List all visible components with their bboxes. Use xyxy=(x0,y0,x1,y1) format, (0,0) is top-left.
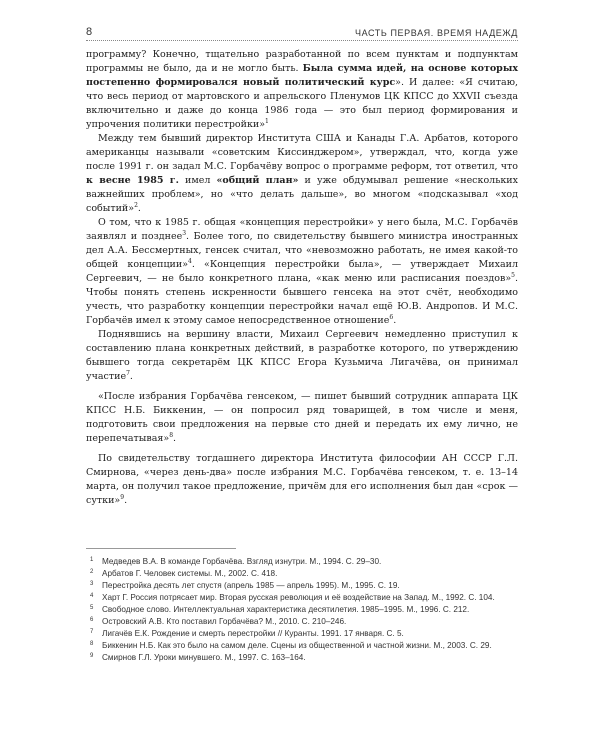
footnote-ref: 7 xyxy=(126,369,130,377)
footnote xyxy=(86,604,518,616)
paragraph xyxy=(86,328,518,384)
footnote-number: 8 xyxy=(90,641,94,647)
footnote-ref: 3 xyxy=(182,229,187,237)
footnote xyxy=(86,568,518,580)
footnote-text: Арбатов Г. Человек системы. М., 2002. С. 418. xyxy=(102,569,278,578)
paragraph xyxy=(86,216,518,328)
footnote-number: 4 xyxy=(90,593,94,599)
footnote-number: 5 xyxy=(90,605,94,611)
footnote-number: 3 xyxy=(90,581,94,587)
paragraph xyxy=(86,132,518,216)
running-head: ЧАСТЬ ПЕРВАЯ. ВРЕМЯ НАДЕЖД xyxy=(354,28,518,38)
footnote-ref: 5 xyxy=(511,271,515,279)
footnote-text: Харт Г. Россия потрясает мир. Вторая русская революция и её воздействие на Запад. М., 1992. С. 104. xyxy=(102,593,495,602)
page-header xyxy=(86,18,518,38)
paragraph xyxy=(86,48,518,132)
footnote-number: 1 xyxy=(90,557,94,563)
text-run: . xyxy=(173,433,177,444)
text-run: . «Концепция перестройки была», — утверждает Михаил Сергеевич, — не было конкретного плана, «как меню или расписания поездов» xyxy=(86,259,518,284)
footnote-divider xyxy=(86,548,236,549)
footnote-ref: 9 xyxy=(120,493,125,501)
footnote xyxy=(86,592,518,604)
footnote-text: Свободное слово. Интеллектуальная характеристика десятилетия. 1985–1995. М., 1996. С. 212. xyxy=(102,605,470,614)
text-run: Поднявшись на вершину власти, Михаил Сергеевич немедленно приступил к составлению плана конкретных действий, в разработке которого, по утверждению бывшего тогда секретарём ЦК КПСС Егора Кузьмича Лигачёва, он принимал участие xyxy=(86,329,518,382)
text-run: . Чтобы понять степень искренности бывшего генсека на этот счёт, необходимо учесть, что разработку концепции перестройки начал ещё Ю.В. Андропов. И М.С. Горбачёв имел к этому самое непосредственное отношение xyxy=(86,273,518,326)
text-run: . xyxy=(129,371,133,382)
footnote-text: Перестройка десять лет спустя (апрель 1985 — апрель 1995). М., 1995. С. 19. xyxy=(102,581,400,590)
footnote-ref: 1 xyxy=(265,117,269,125)
emphasis-text: к весне 1985 г. xyxy=(86,175,179,186)
text-run: «После избрания Горбачёва генсеком, — пишет бывший сотрудник аппарата ЦК КПСС Н.Б. Биккенин, — он попросил ряд товарищей, в том числе и меня, подготовить свои предложения на первые сто дней и передать их ему лично, не перепечатывая» xyxy=(86,391,518,444)
footnote xyxy=(86,580,518,592)
footnote-number: 7 xyxy=(90,629,94,635)
text-run: программу? Конечно, тщательно разработанной по всем пунктам и подпунктам программы не было, да и не могло быть. xyxy=(86,49,518,74)
emphasis-text: «общий план» xyxy=(216,175,299,186)
text-run: ». И далее: «Я считаю, что весь период от мартовского и апрельского Пленумов ЦК КПСС до XXVII съезда включительно и даже до конца 1986 года — это был период формирования и упрочения политики перестройки» xyxy=(86,77,518,130)
footnotes xyxy=(86,556,518,664)
footnote xyxy=(86,556,518,568)
footnote-number: 2 xyxy=(90,569,94,575)
text-run: . xyxy=(137,203,141,214)
text-run: . Более того, по свидетельству бывшего министра иностранных дел А.А. Бессмертных, генсек считал, что «невозможно работать, не имея какой-то общей концепции» xyxy=(86,231,518,270)
footnote-text: Медведев В.А. В команде Горбачёва. Взгляд изнутри. М., 1994. С. 29–30. xyxy=(102,557,382,566)
emphasis-text: Была сумма идей, на основе которых постепенно формировался новый политический курс xyxy=(86,63,519,88)
text-run: . xyxy=(393,315,397,326)
text-run: имел xyxy=(178,175,217,186)
text-run: . xyxy=(124,495,128,506)
footnote-ref: 8 xyxy=(169,431,174,439)
footnote-text: Смирнов Г.Л. Уроки минувшего. М., 1997. С. 163–164. xyxy=(102,653,306,662)
footnote-ref: 4 xyxy=(188,257,192,265)
text-run: Между тем бывший директор Института США и Канады Г.А. Арбатов, которого американцы называли «советским Киссинджером», утверждал, что, когда уже после 1991 г. он задал М.С. Горбачёву вопрос о программе реформ, тот ответил, что xyxy=(86,133,518,172)
footnote xyxy=(86,616,518,628)
text-run: и уже обдумывал решение «нескольких важнейших проблем», но «что делать дальше», во многом «подсказывал «ход событий» xyxy=(86,175,518,214)
footnote xyxy=(86,628,518,640)
header-divider xyxy=(86,40,518,41)
footnote-text: Лигачёв Е.К. Рождение и смерть перестройки // Куранты. 1991. 17 января. С. 5. xyxy=(102,629,404,638)
footnote-text: Биккенин Н.Б. Как это было на самом деле. Сцены из общественной и частной жизни. М., 2003. С. 29. xyxy=(102,641,492,650)
paragraph xyxy=(86,452,518,508)
footnote-number: 9 xyxy=(90,653,94,659)
footnote xyxy=(86,640,518,652)
text-run: О том, что к 1985 г. общая «концепция перестройки» у него была, М.С. Горбачёв заявлял и позднее xyxy=(86,217,518,242)
footnote-number: 6 xyxy=(90,617,94,623)
footnote-text: Островский А.В. Кто поставил Горбачёва? М., 2010. С. 210–246. xyxy=(102,617,347,626)
footnote xyxy=(86,652,518,664)
paragraph xyxy=(86,390,518,446)
footnote-ref: 6 xyxy=(389,313,394,321)
footnote-ref: 2 xyxy=(134,201,138,209)
page-number: 8 xyxy=(86,26,93,38)
body-text xyxy=(86,48,518,508)
text-run: По свидетельству тогдашнего директора Института философии АН СССР Г.Л. Смирнова, «через день-два» после избрания М.С. Горбачёва генсеком, т. е. 13–14 марта, он получил такое предложение, причём для его исполнения был дан «срок — сутки» xyxy=(86,453,518,506)
